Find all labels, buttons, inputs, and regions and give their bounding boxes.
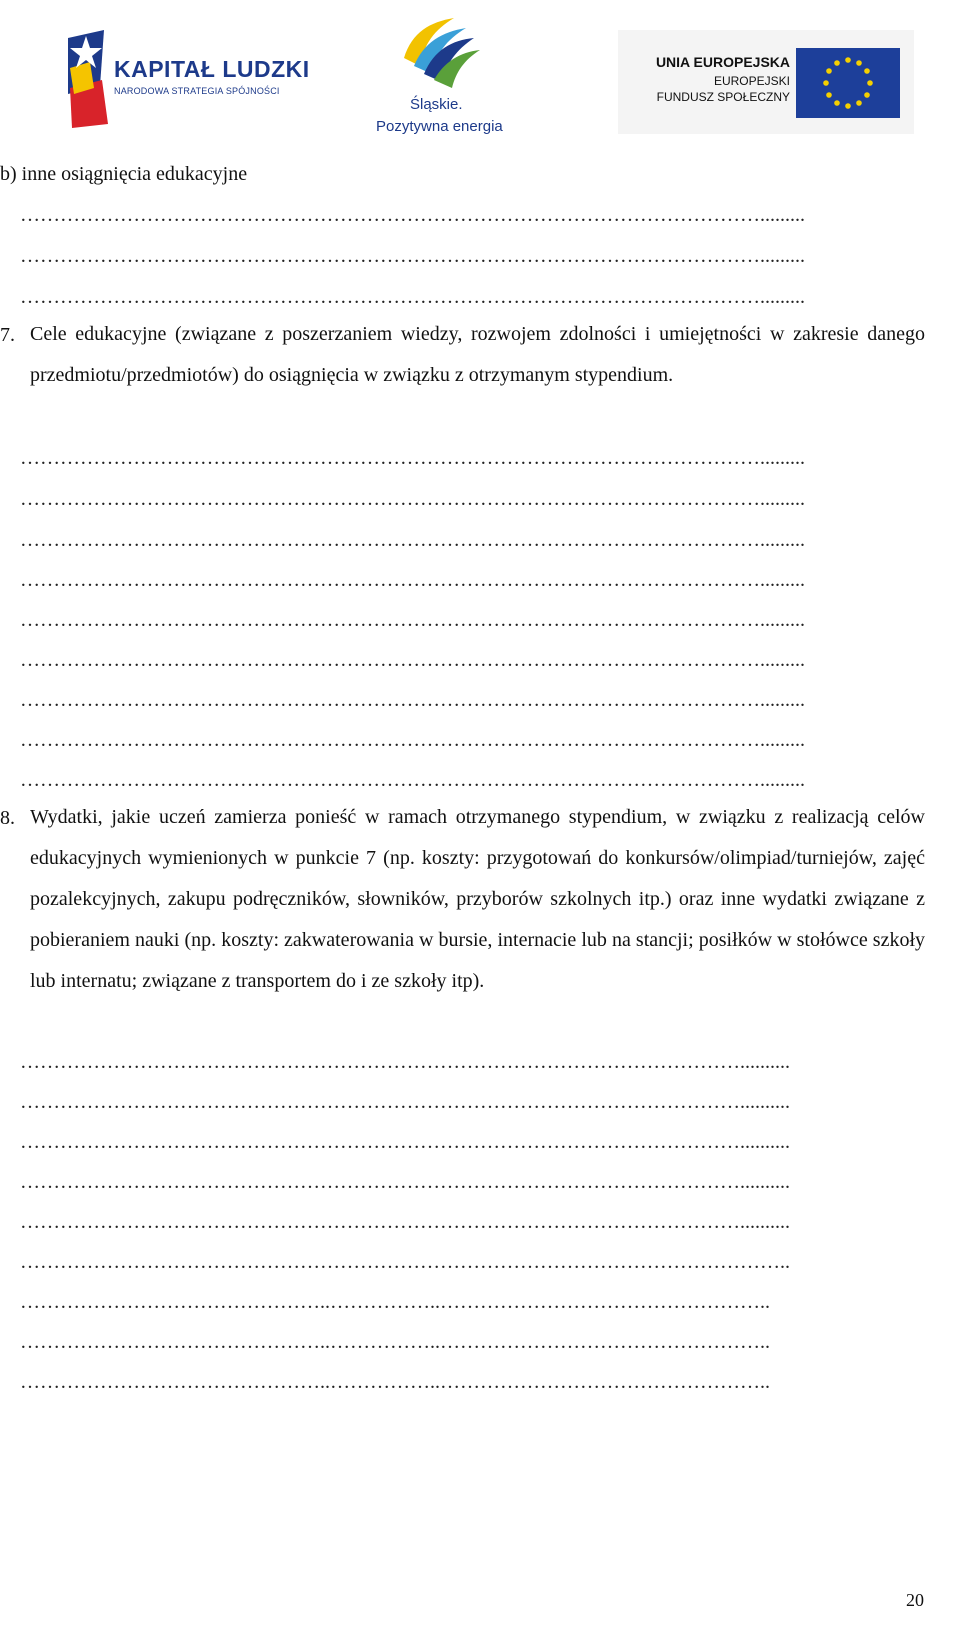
eu-logo-line-2: EUROPEJSKI [713,74,790,88]
section-b-heading: b) inne osiągnięcia edukacyjne [0,163,248,185]
eu-logo-line-3: FUNDUSZ SPOŁECZNY [656,90,790,104]
answer-line: …………………………………………………………………………………………………......... [20,529,805,551]
answer-line: …………………………………………………………………………………………………......... [20,729,805,751]
answer-line: …………………………………………………………………………………………………......... [20,689,805,711]
eu-social-fund-logo [618,30,914,134]
answer-line: …………………………………………………………………………………………………......... [20,609,805,631]
answer-line: ……………………………………………………………………………………………….......... [20,1211,790,1233]
slaskie-logo [368,14,518,140]
kapital-ludzki-title: KAPITAŁ LUDZKI [114,56,310,82]
section-7-number: 7. [0,324,15,346]
slaskie-title: Śląskie. [410,96,463,113]
answer-line: ………………………………………..……………..………………………………………….. [20,1291,770,1313]
answer-line: …………………………………………………………………………………………………….. [20,1251,790,1273]
section-7-text: Cele edukacyjne (związane z poszerzaniem wiedzy, rozwojem zdolności i umiejętności w zakresie danego przedmiotu/przedmiotów) do osiągnięcia w związku z otrzymanym stypendium. [30,323,925,386]
answer-line: …………………………………………………………………………………………………......... [20,769,805,791]
answer-line: …………………………………………………………………………………………………......... [20,488,805,510]
answer-line: ……………………………………………………………………………………………….......... [20,1171,790,1193]
answer-line: …………………………………………………………………………………………………......... [20,649,805,671]
answer-line: …………………………………………………………………………………………………......... [20,569,805,591]
eu-logo-line-1: UNIA EUROPEJSKA [655,54,790,70]
answer-line: …………………………………………………………………………………………………......... [20,447,805,469]
answer-line: …………………………………………………………………………………………………......... [20,204,805,226]
section-8-text: Wydatki, jakie uczeń zamierza ponieść w ramach otrzymanego stypendium, w związku z realizacją celów edukacyjnych wymienionych w punkcie 7 (np. koszty: przygotowań do konkursów/olimpiad/turniejów, zajęć pozalekcyjnych, zakupu podręczników, słowników, przyborów szkolnych itp.) oraz inne wydatki związane z pobieraniem nauki (np. koszty: zakwaterowania w bursie, internacie lub na stancji; posiłków w stołówce szkoły lub internatu; związane z transportem do i ze szkoły itp). [30,806,925,992]
eu-flag-icon [796,48,900,118]
header-logos [0,0,960,150]
kapital-ludzki-subtitle: NARODOWA STRATEGIA SPÓJNOŚCI [114,86,280,96]
answer-line: ……………………………………………………………………………………………….......... [20,1131,790,1153]
slaskie-subtitle: Pozytywna energia [376,118,503,135]
answer-line: ………………………………………..……………..………………………………………….. [20,1331,770,1353]
answer-line: ……………………………………………………………………………………………….......... [20,1051,790,1073]
answer-line: …………………………………………………………………………………………………......... [20,245,805,267]
kapital-ludzki-logo [64,28,310,132]
slaskie-waves-icon [368,14,518,94]
answer-line: …………………………………………………………………………………………………......... [20,286,805,308]
section-8-number: 8. [0,807,15,829]
answer-line: ……………………………………………………………………………………………….......... [20,1091,790,1113]
page-number: 20 [906,1590,924,1610]
answer-line: ………………………………………..……………..………………………………………….. [20,1371,770,1393]
kapital-ludzki-emblem-icon [64,28,112,132]
